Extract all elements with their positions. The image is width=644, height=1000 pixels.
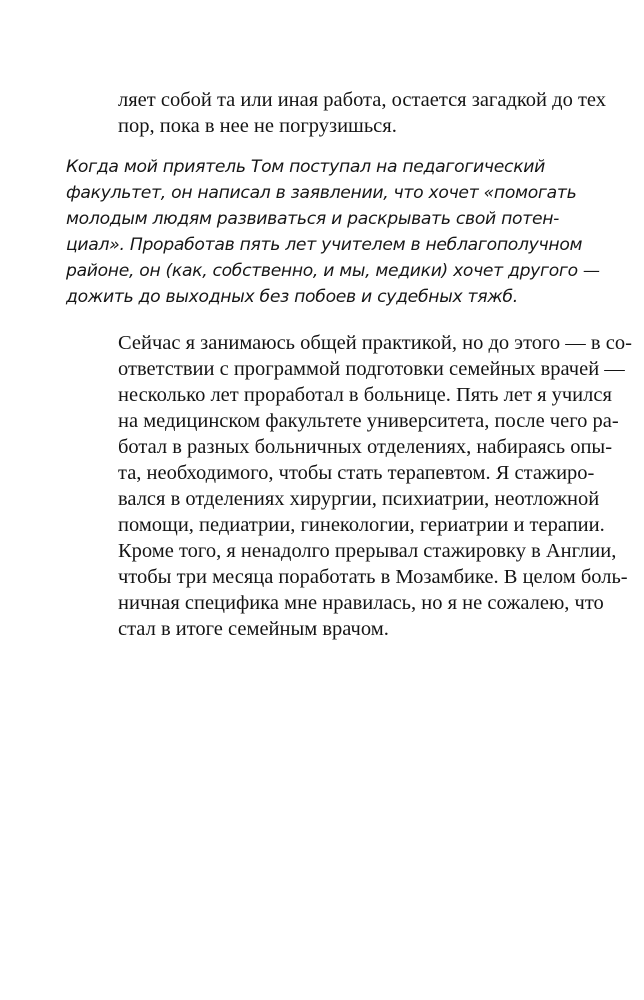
note-line: молодым людям развиваться и раскрывать свой потен-: [66, 209, 560, 229]
paragraph-line: Сейчас я занимаюсь общей практикой, но до этого — в со-: [118, 332, 632, 354]
note-line: Когда мой приятель Том поступал на педагогический: [66, 157, 546, 177]
intro-line: пор, пока в нее не погрузишься.: [118, 115, 397, 137]
paragraph-line: ботал в разных больничных отделениях, набираясь опы-: [118, 436, 613, 458]
note-line: циал». Проработав пять лет учителем в неблагополучном: [66, 235, 583, 255]
paragraph-line: Кроме того, я ненадолго прерывал стажировку в Англии,: [118, 540, 617, 562]
paragraph-line: та, необходимого, чтобы стать терапевтом. Я стажиро-: [118, 462, 595, 484]
paragraph-line: стал в итоге семейным врачом.: [118, 618, 389, 640]
paragraph-line: несколько лет проработал в больнице. Пять лет я учился: [118, 384, 612, 406]
paragraph-line: чтобы три месяца поработать в Мозамбике. В целом боль-: [118, 566, 628, 588]
note-line: факультет, он написал в заявлении, что хочет «помогать: [66, 183, 577, 203]
note-line: районе, он (как, собственно, и мы, медики) хочет другого —: [66, 261, 600, 281]
paragraph-line: вался в отделениях хирургии, психиатрии, неотложной: [118, 488, 600, 510]
paragraph-line: помощи, педиатрии, гинекологии, гериатрии и терапии.: [118, 514, 605, 536]
intro-line: ляет собой та или иная работа, остается загадкой до тех: [118, 89, 606, 111]
paragraph-line: ничная специфика мне нравилась, но я не сожалею, что: [118, 592, 604, 614]
paragraph-line: ответствии с программой подготовки семейных врачей —: [118, 358, 625, 380]
note-line: дожить до выходных без побоев и судебных тяжб.: [66, 287, 518, 307]
paragraph-line: на медицинском факультете университета, после чего ра-: [118, 410, 619, 432]
